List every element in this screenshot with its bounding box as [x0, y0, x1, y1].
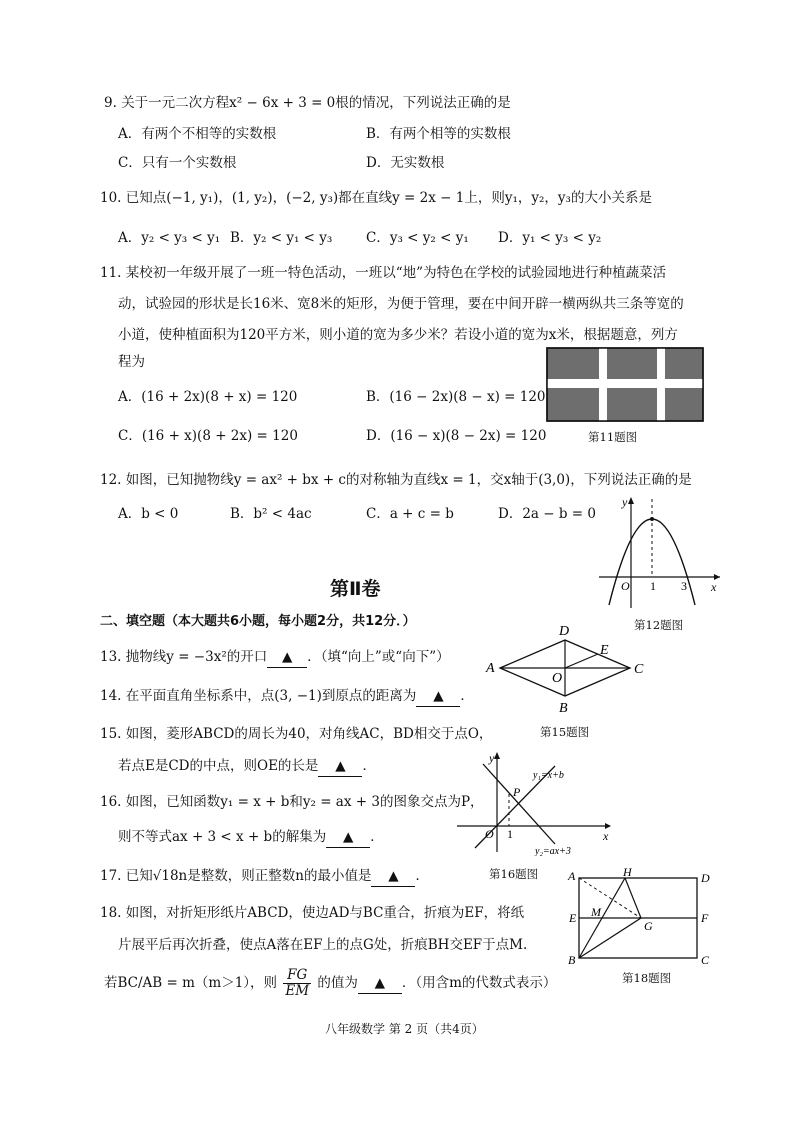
q16-lines-figure [455, 748, 615, 856]
q13-number: 13. [100, 649, 122, 665]
q14-text: 在平面直角坐标系中，点(3, −1)到原点的距离为 [125, 688, 417, 704]
y2-label: y₂=ax+3 [535, 846, 571, 856]
q11-line3: 小道，使种植面积为120平方米，则小道的宽为多少米？若设小道的宽为x米，根据题意，列方 [118, 327, 678, 343]
point-p: P [513, 785, 521, 799]
q18-fraction [283, 968, 311, 999]
q15-caption: 第15题图 [540, 725, 590, 739]
q11-option-c: C．(16 + x)(8 + 2x) = 120 [118, 428, 298, 444]
q16-text: 如图，已知函数y₁ = x + b和y₂ = ax + 3的图象交点为P， [125, 794, 484, 810]
q16-text-post: ． [370, 829, 384, 845]
blank-mark: ▲ [335, 758, 346, 774]
q12-text: 如图，已知抛物线y = ax² + bx + c的对称轴为直线x = 1，交x轴于(3,0)，下列说法正确的是 [125, 472, 692, 488]
origin-label: O [621, 579, 630, 593]
label-o: O [552, 671, 563, 686]
q18-text1: 如图，对折矩形纸片ABCD，使边AD与BC重合，折痕为EF，将纸 [125, 905, 525, 921]
y1-label: y₁=x+b [533, 770, 564, 781]
fraction-denominator: EM [285, 983, 310, 999]
label-c: C [701, 953, 710, 967]
label-g: G [644, 919, 653, 933]
label-e: E [569, 911, 577, 925]
q12-stem [100, 470, 692, 490]
q18-line2: 片展平后再次折叠，使点A落在EF上的点G处，折痕BH交EF于点M. [118, 937, 528, 953]
q17-number: 17. [100, 868, 122, 884]
label-h: H [623, 866, 632, 879]
q11-caption: 第11题图 [588, 430, 638, 444]
q14-answer-blank[interactable] [416, 686, 460, 707]
q9-option-c: C．只有一个实数根 [118, 155, 237, 171]
blank-mark: ▲ [343, 829, 354, 845]
q15-text2: 若点E是CD的中点，则OE的长是 [118, 758, 319, 774]
q18-number: 18. [100, 905, 122, 921]
q12-option-d: D．2a − b = 0 [498, 506, 596, 522]
q14-number: 14. [100, 688, 122, 704]
q11-garden-figure [545, 346, 705, 424]
q15-line1 [100, 724, 492, 744]
q10-text: 已知点(−1, y₁)，(1, y₂)，(−2, y₃)都在直线y = 2x − 1上，则y₁，y₂，y₃的大小关系是 [125, 190, 652, 206]
q11-line1 [100, 263, 666, 283]
q18-line1 [100, 903, 524, 923]
q10-option-a: A．y₂ < y₃ < y₁ [118, 230, 221, 246]
blank-mark: ▲ [388, 868, 399, 884]
q15-answer-blank[interactable] [318, 756, 362, 777]
q17-text-post: ． [415, 868, 429, 884]
q12-parabola-figure [595, 493, 725, 613]
q15-number: 15. [100, 726, 122, 742]
q10-option-c: C．y₃ < y₂ < y₁ [366, 230, 469, 246]
q13-text: 抛物线y = −3x²的开口 [125, 649, 268, 665]
q18-text-post: 的值为 [317, 975, 358, 991]
label-f: F [701, 911, 709, 925]
q18-text-tail: ．（用含m的代数式表示） [401, 975, 557, 991]
q10-option-b: B．y₂ < y₁ < y₃ [230, 230, 333, 246]
q13-text-post: ．（填“向上”或“向下”） [307, 649, 450, 665]
blank-mark: ▲ [433, 688, 444, 704]
label-b: B [568, 953, 576, 967]
q12-option-a: A．b < 0 [118, 506, 179, 522]
q15-text-post: ． [362, 758, 376, 774]
label-c: C [634, 662, 644, 677]
q16-caption: 第16题图 [489, 867, 539, 881]
q12-number: 12. [100, 472, 122, 488]
q15-text: 如图，菱形ABCD的周长为40，对角线AC，BD相交于点O， [125, 726, 493, 742]
q11-number: 11. [100, 265, 122, 281]
x-label: x [603, 829, 609, 843]
q17-answer-blank[interactable] [371, 866, 415, 887]
part-title: 第Ⅱ卷 [330, 578, 381, 600]
q16-line1 [100, 792, 484, 812]
tick-3: 3 [681, 579, 687, 593]
q16-line2 [118, 827, 384, 848]
q9-number: 9. [104, 95, 117, 111]
q11-text1: 某校初一年级开展了一班一特色活动，一班以“地”为特色在学校的试验园地进行种植蔬菜活 [125, 265, 667, 281]
q9-stem [104, 93, 511, 113]
label-e: E [600, 643, 609, 658]
q9-option-b: B．有两个相等的实数根 [366, 126, 511, 142]
y-label: y [489, 751, 495, 765]
q16-answer-blank[interactable] [326, 827, 370, 848]
q11-option-d: D．(16 − x)(8 − 2x) = 120 [366, 428, 547, 444]
q15-line2 [118, 756, 376, 777]
q14-stem [100, 686, 474, 707]
label-a: A [486, 661, 495, 676]
fraction-numerator: FG [283, 968, 311, 984]
page-footer: 八年级数学 第 2 页（共4页） [325, 1022, 484, 1036]
q17-stem [100, 866, 429, 887]
q16-number: 16. [100, 794, 122, 810]
q17-text: 已知√18n是整数，则正整数n的最小值是 [125, 868, 372, 884]
tick-1: 1 [650, 579, 656, 593]
q18-text3: 若BC/AB = m（m＞1），则 [104, 975, 278, 991]
q18-answer-blank[interactable] [358, 973, 402, 994]
section-header: 二、填空题（本大题共6小题，每小题2分，共12分．） [100, 614, 416, 629]
q12-option-c: C．a + c = b [366, 506, 454, 522]
label-d: D [559, 624, 570, 639]
y-label: y [622, 495, 628, 509]
q11-option-b: B．(16 − 2x)(8 − x) = 120 [366, 389, 546, 405]
q14-text-post: ． [460, 688, 474, 704]
q15-rhombus-figure [482, 622, 662, 720]
label-b: B [559, 701, 568, 716]
q18-caption: 第18题图 [622, 971, 672, 985]
q11-line4: 程为 [118, 354, 145, 370]
q11-line2: 动，试验园的形状是长16米、宽8米的矩形，为便于管理，要在中间开辟一横两纵共三条等宽的 [118, 296, 684, 312]
q9-option-a: A．有两个不相等的实数根 [118, 126, 277, 142]
q11-option-a: A．(16 + 2x)(8 + x) = 120 [118, 389, 298, 405]
origin-label: O [485, 827, 494, 841]
label-a: A [568, 869, 576, 883]
blank-mark: ▲ [374, 975, 386, 991]
q16-text2: 则不等式ax + 3 < x + b的解集为 [118, 829, 327, 845]
label-d: D [701, 871, 710, 885]
q10-number: 10. [100, 190, 122, 206]
q13-stem [100, 647, 450, 668]
label-m: M [591, 905, 601, 919]
q18-rectangle-figure [565, 866, 715, 968]
q10-stem [100, 188, 652, 208]
q12-caption: 第12题图 [634, 618, 684, 632]
tick-1: 1 [507, 827, 513, 841]
blank-mark: ▲ [282, 649, 293, 665]
q9-option-d: D．无实数根 [366, 155, 445, 171]
q18-line3 [104, 968, 556, 999]
q12-option-b: B．b² < 4ac [230, 506, 312, 522]
q10-option-d: D．y₁ < y₃ < y₂ [498, 230, 602, 246]
q13-answer-blank[interactable] [267, 647, 307, 668]
q9-text: 关于一元二次方程x² − 6x + 3 = 0根的情况，下列说法正确的是 [121, 95, 511, 111]
x-label: x [711, 580, 717, 594]
